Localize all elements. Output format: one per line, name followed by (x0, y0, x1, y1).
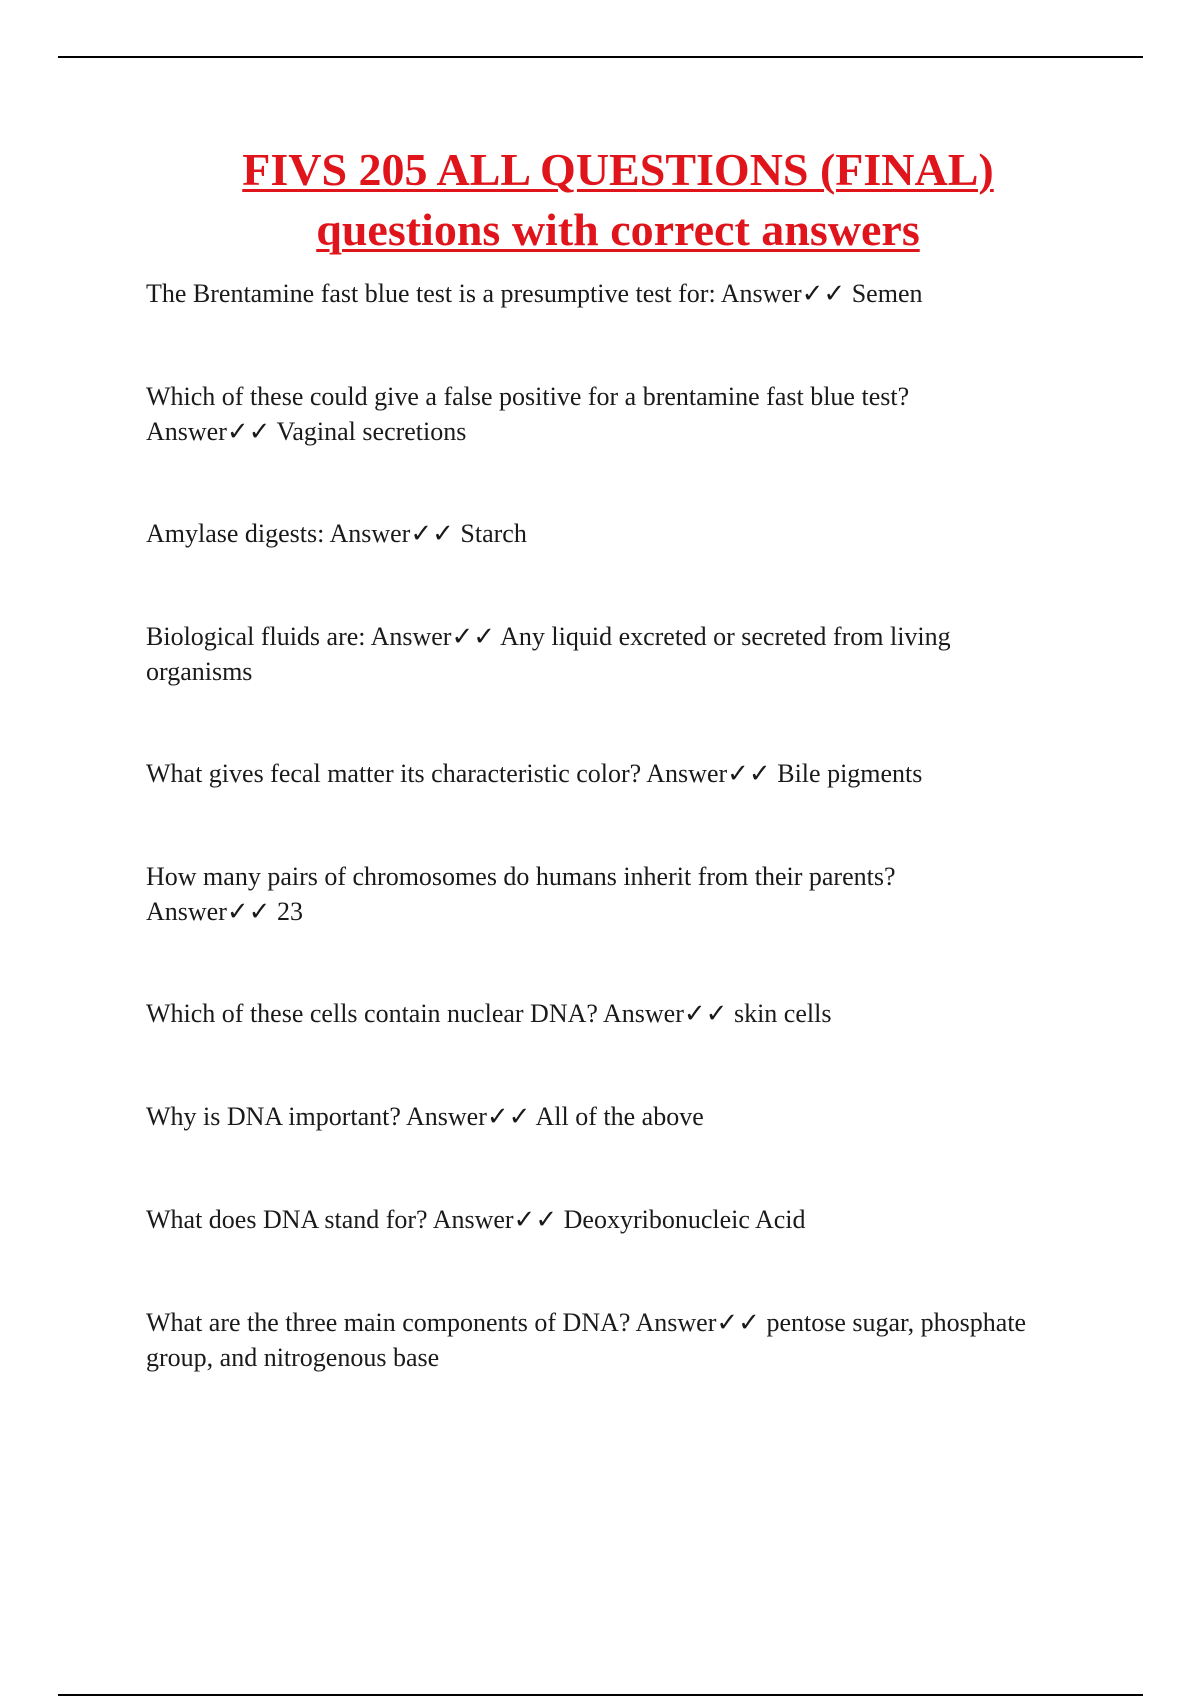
title-line-1: FIVS 205 ALL QUESTIONS (FINAL) (242, 144, 994, 195)
qa-list (146, 276, 1046, 1442)
qa-item (146, 379, 1046, 449)
answer-marker: Answer✓✓ (406, 1102, 531, 1131)
answer-marker: Answer✓✓ (635, 1308, 760, 1337)
qa-item (146, 619, 1046, 689)
top-rule (58, 56, 1143, 58)
qa-item (146, 1099, 1046, 1134)
answer-marker: Answer✓✓ (720, 279, 846, 308)
answer-text: 23 (276, 897, 303, 926)
question-text: Which of these cells contain nuclear DNA? (146, 999, 598, 1028)
qa-item (146, 516, 1046, 551)
document-title (0, 140, 1200, 260)
title-line-2: questions with correct answers (316, 204, 920, 255)
question-text: What are the three main components of DNA? (146, 1308, 631, 1337)
answer-text: Deoxyribonucleic Acid (563, 1205, 806, 1234)
answer-marker: Answer✓✓ (370, 622, 496, 651)
question-text: The Brentamine fast blue test is a presumptive test for: (146, 279, 716, 308)
qa-item (146, 1202, 1046, 1237)
answer-text: skin cells (733, 999, 832, 1028)
answer-text: All of the above (535, 1102, 704, 1131)
answer-marker: Answer✓✓ (329, 519, 454, 548)
question-text: Why is DNA important? (146, 1102, 401, 1131)
answer-marker: Answer✓✓ (646, 759, 771, 788)
answer-text: Bile pigments (777, 759, 923, 788)
answer-marker: Answer✓✓ (146, 417, 271, 446)
bottom-rule (58, 1694, 1143, 1696)
qa-item (146, 1305, 1046, 1375)
qa-item (146, 996, 1046, 1031)
question-text: Biological fluids are: (146, 622, 366, 651)
qa-item (146, 859, 1046, 929)
question-text: Amylase digests: (146, 519, 325, 548)
question-text: How many pairs of chromosomes do humans inherit from their parents? (146, 862, 896, 891)
qa-item (146, 756, 1046, 791)
answer-marker: Answer✓✓ (146, 897, 271, 926)
question-text: What does DNA stand for? (146, 1205, 428, 1234)
question-text: Which of these could give a false positive for a brentamine fast blue test? (146, 382, 910, 411)
answer-text: Semen (851, 279, 923, 308)
answer-marker: Answer✓✓ (432, 1205, 558, 1234)
answer-text: pentose sugar, phosphate group, and nitrogenous base (146, 1308, 1027, 1372)
qa-item (146, 276, 1046, 311)
question-text: What gives fecal matter its characteristic color? (146, 759, 642, 788)
answer-marker: Answer✓✓ (603, 999, 728, 1028)
answer-text: Starch (460, 519, 527, 548)
answer-text: Vaginal secretions (276, 417, 467, 446)
answer-text: Any liquid excreted or secreted from living organisms (146, 622, 951, 686)
